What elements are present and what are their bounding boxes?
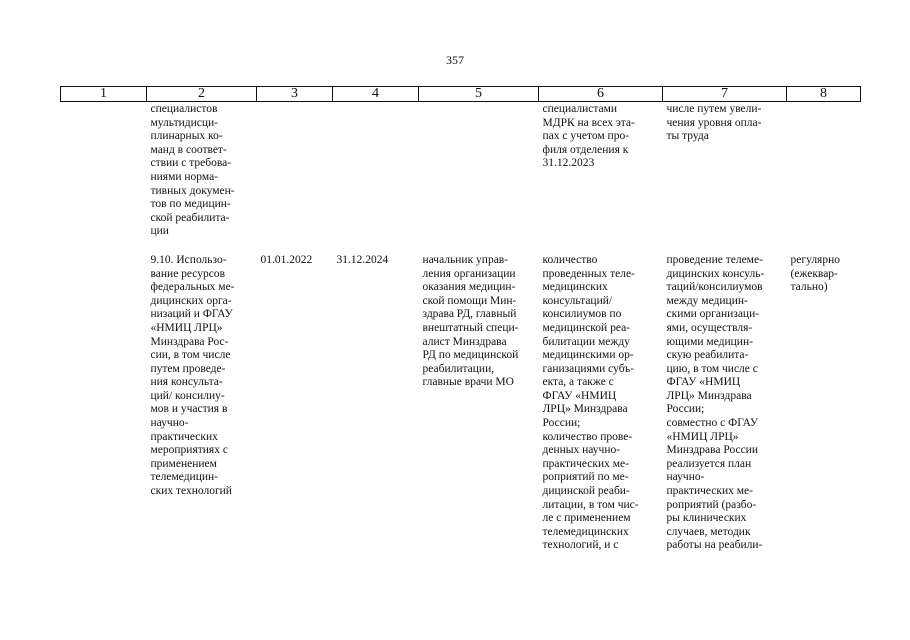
row-9-10-col1 bbox=[61, 254, 147, 553]
continued-row-indicator: специалистами МДРК на всех эта- пах с учетом про- филя отделения к 31.12.2023 bbox=[542, 103, 635, 170]
column-header-2: 2 bbox=[147, 87, 257, 102]
table-row-9-10 bbox=[61, 254, 861, 553]
column-header-3: 3 bbox=[257, 87, 333, 102]
column-header-1: 1 bbox=[61, 87, 147, 102]
column-header-4: 4 bbox=[333, 87, 419, 102]
continued-row-frequency bbox=[787, 102, 861, 239]
page-number: 357 bbox=[446, 53, 464, 67]
row-9-10-indicator: количество проведенных теле- медицинских консультаций/ консилиумов по медицинской реа- билитации между медицинскими ор- ганизациями субъ- екта, а также с ФГАУ «НМИЦ ЛРЦ» Минздрава России; количество прове- денных научно- практических ме- роприятий по ме- дицинской реаби- литации, в том чис- ле с применением телемедицинских технологий, и с bbox=[542, 253, 639, 552]
continued-row-start-date bbox=[257, 102, 333, 239]
row-9-10-measure: 9.10. Использо- вание ресурсов федеральных ме- дицинских орга- низаций и ФГАУ «НМИЦ ЛРЦ» Минздрава Рос- сии, в том числе путем проведе- ния консульта- ций/ консилиу- мов и участия в научно- практических мероприятиях с применением телемедицин- ских технологий bbox=[150, 253, 235, 498]
row-9-10-responsible: начальник управ- ления организации оказания медицин- ской помощи Мин- здрава РД, главный внештатный специ- алист Минздрава РД по медицинской реабилитации, главные врачи МО bbox=[422, 253, 519, 389]
column-header-5: 5 bbox=[419, 87, 539, 102]
column-header-6: 6 bbox=[539, 87, 663, 102]
continued-row-end-date bbox=[333, 102, 419, 239]
measures-table bbox=[60, 86, 861, 553]
column-number-header-row bbox=[61, 87, 861, 102]
continued-row bbox=[61, 102, 861, 239]
row-9-10-start-date: 01.01.2022 bbox=[260, 253, 313, 266]
column-header-8: 8 bbox=[787, 87, 861, 102]
row-9-10-end-date: 31.12.2024 bbox=[336, 253, 389, 266]
row-spacer bbox=[61, 239, 861, 254]
continued-row-result: числе путем увели- чения уровня опла- ты труда bbox=[666, 103, 762, 143]
continued-row-measure: специалистов мультидисци- плинарных ко- манд в соответ- ствии с требова- ниями норма- тивных докумен- тов по медицин- ской реабилита- ции bbox=[150, 103, 235, 238]
continued-row-col1 bbox=[61, 102, 147, 239]
continued-row-responsible bbox=[419, 102, 539, 239]
row-9-10-frequency: регулярно (ежеквар- тально) bbox=[790, 253, 840, 294]
column-header-7: 7 bbox=[663, 87, 787, 102]
row-9-10-result: проведение телеме- дицинских консуль- таций/консилиумов между медицин- скими организаци- ями, осуществля- ющими медицин- скую реабилита- цию, в том числе с ФГАУ «НМИЦ ЛРЦ» Минздрава России; совместно с ФГАУ «НМИЦ ЛРЦ» Минздрава России реализуется план научно- практических ме- роприятий (разбо- ры клинических случаев, методик работы на реабили- bbox=[666, 253, 765, 552]
